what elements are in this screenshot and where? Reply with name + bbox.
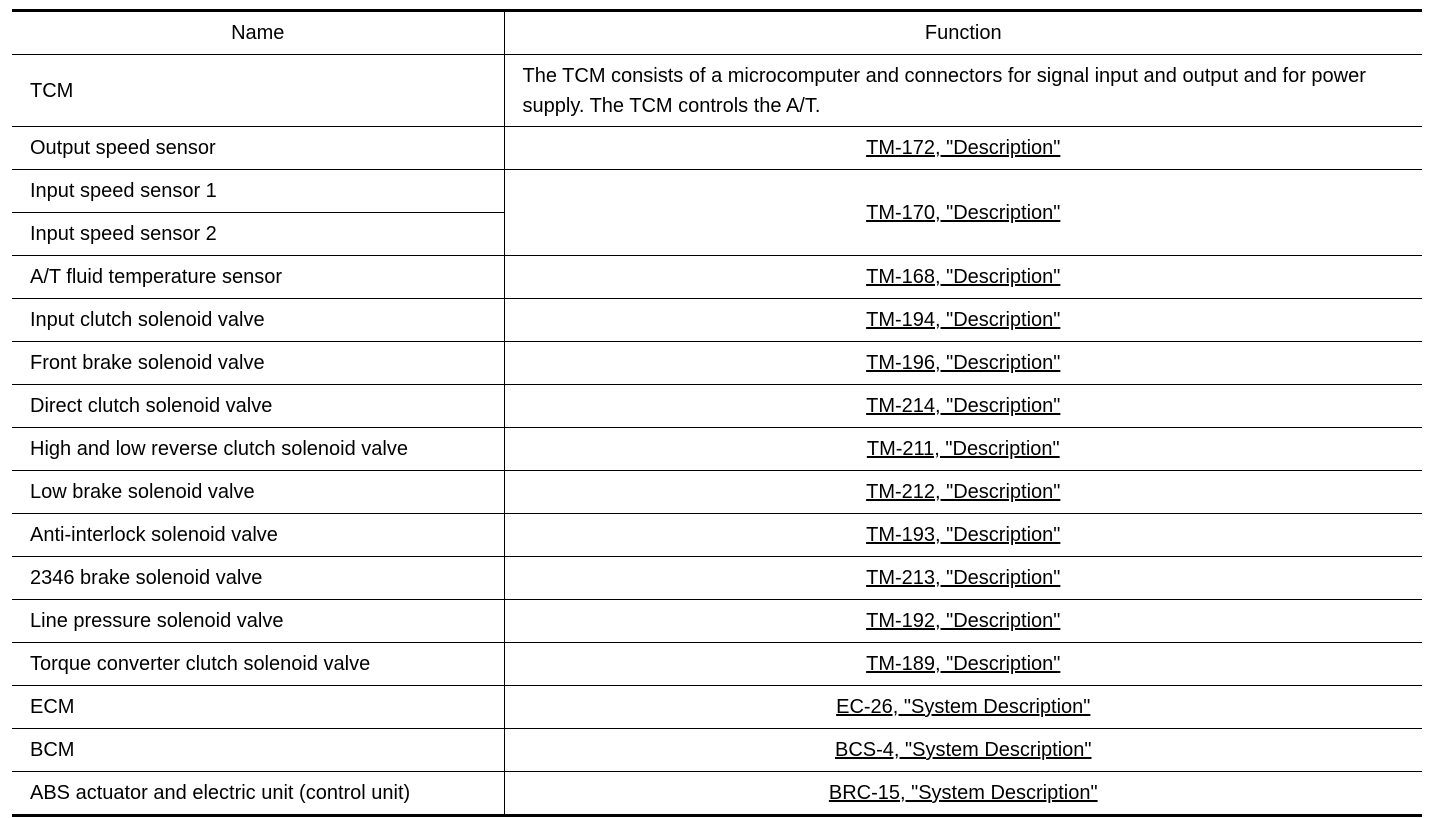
header-function: Function (504, 11, 1422, 55)
name-cell: ECM (12, 686, 504, 729)
function-cell (504, 256, 1422, 299)
function-cell (504, 342, 1422, 385)
name-cell: Low brake solenoid valve (12, 471, 504, 514)
function-cell (504, 729, 1422, 772)
reference-link[interactable]: TM-189, "Description" (866, 653, 1061, 675)
name-cell: 2346 brake solenoid valve (12, 557, 504, 600)
name-cell: Torque converter clutch solenoid valve (12, 643, 504, 686)
table-row (12, 600, 1422, 643)
reference-link[interactable]: BCS-4, "System Description" (835, 739, 1092, 761)
name-cell: BCM (12, 729, 504, 772)
reference-link[interactable]: EC-26, "System Description" (836, 696, 1091, 718)
reference-link[interactable]: BRC-15, "System Description" (828, 782, 1098, 804)
table-row (12, 643, 1422, 686)
name-cell: A/T fluid temperature sensor (12, 256, 504, 299)
table-row (12, 772, 1422, 816)
name-cell: Input speed sensor 2 (12, 213, 504, 256)
function-cell (504, 643, 1422, 686)
header-name: Name (12, 11, 504, 55)
reference-link[interactable]: TM-192, "Description" (866, 610, 1061, 632)
name-cell: High and low reverse clutch solenoid valve (12, 428, 504, 471)
reference-link[interactable]: TM-196, "Description" (866, 352, 1061, 374)
name-cell: Front brake solenoid valve (12, 342, 504, 385)
function-cell (504, 471, 1422, 514)
header-row (12, 11, 1422, 55)
name-cell: ABS actuator and electric unit (control unit) (12, 772, 504, 816)
reference-link[interactable]: TM-213, "Description" (866, 567, 1061, 589)
function-cell (504, 557, 1422, 600)
reference-link[interactable]: TM-168, "Description" (866, 266, 1061, 288)
name-cell: Anti-interlock solenoid valve (12, 514, 504, 557)
name-cell: Direct clutch solenoid valve (12, 385, 504, 428)
table-row (12, 256, 1422, 299)
table-row (12, 299, 1422, 342)
table-row (12, 342, 1422, 385)
reference-link[interactable]: TM-194, "Description" (866, 309, 1061, 331)
name-cell: Input speed sensor 1 (12, 170, 504, 213)
function-cell (504, 385, 1422, 428)
function-cell (504, 686, 1422, 729)
reference-link[interactable]: TM-193, "Description" (866, 524, 1061, 546)
function-cell (504, 600, 1422, 643)
name-cell: Output speed sensor (12, 127, 504, 170)
reference-link[interactable]: TM-170, "Description" (866, 201, 1061, 224)
name-cell: Input clutch solenoid valve (12, 299, 504, 342)
name-cell: TCM (12, 55, 504, 127)
table-row (12, 514, 1422, 557)
components-table (12, 9, 1422, 817)
function-cell (504, 127, 1422, 170)
table-row (12, 55, 1422, 127)
function-cell (504, 428, 1422, 471)
table-row (12, 557, 1422, 600)
table-row (12, 385, 1422, 428)
table-row (12, 428, 1422, 471)
reference-link[interactable]: TM-212, "Description" (866, 481, 1061, 503)
table-row (12, 471, 1422, 514)
name-cell: Line pressure solenoid valve (12, 600, 504, 643)
function-cell (504, 514, 1422, 557)
reference-link[interactable]: TM-211, "Description" (866, 438, 1060, 460)
reference-link[interactable]: TM-172, "Description" (866, 137, 1061, 159)
table-row (12, 729, 1422, 772)
function-cell (504, 170, 1422, 256)
function-text: The TCM consists of a microcomputer and connectors for signal input and output and for power supply. The TCM controls the A/T. (504, 55, 1422, 127)
table-row (12, 170, 1422, 213)
table-row (12, 686, 1422, 729)
function-cell (504, 299, 1422, 342)
table-row (12, 127, 1422, 170)
function-cell (504, 772, 1422, 816)
reference-link[interactable]: TM-214, "Description" (866, 395, 1061, 417)
